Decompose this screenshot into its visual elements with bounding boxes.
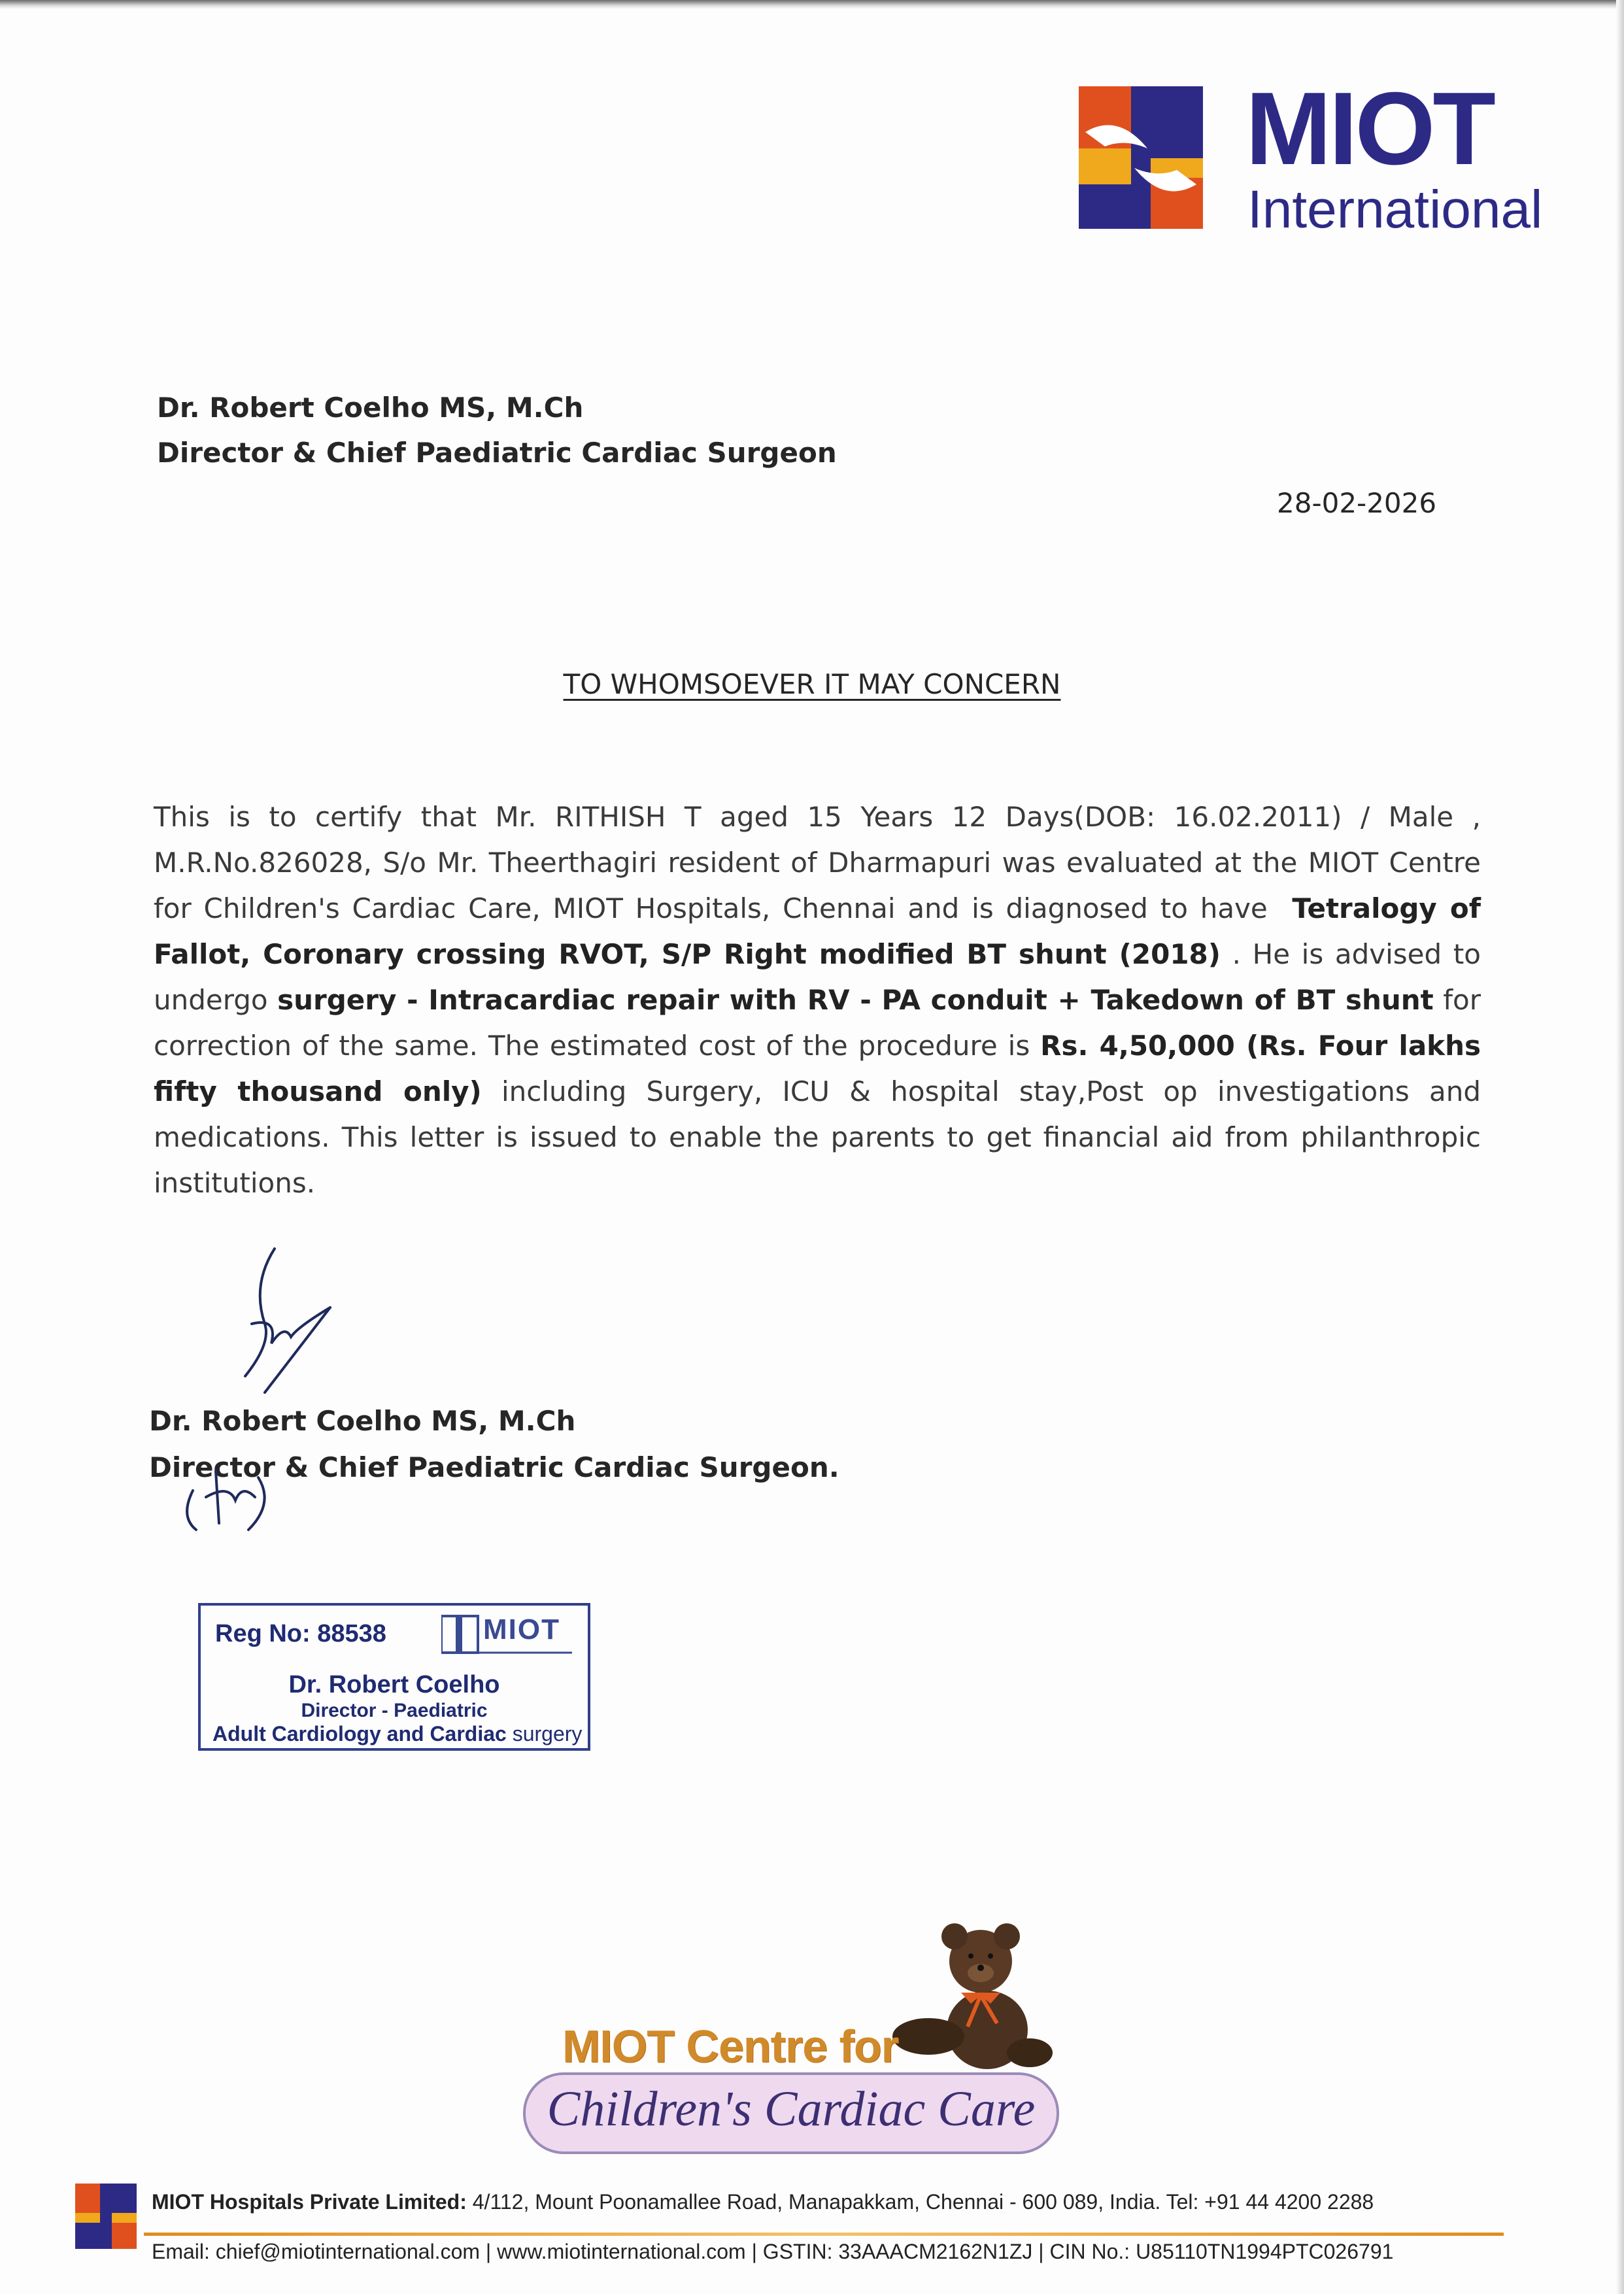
signature-image [226,1245,337,1396]
letter-date: 28-02-2026 [1277,487,1437,519]
miot-logo-mark [1079,86,1203,229]
cost: Rs. 4,50,000 (Rs. Four lakhs fifty thousand only) [154,1030,1481,1107]
signatory-title: Director & Chief Paediatric Cardiac Surgeon. [149,1451,839,1483]
registration-stamp [198,1603,590,1751]
stamp-dept-rest: surgery [506,1722,583,1746]
stamp-department [212,1722,600,1746]
footer-address-text: 4/112, Mount Poonamallee Road, Manapakkam, Chennai - 600 089, India. Tel: +91 44 4200 2288 [466,2190,1374,2214]
initials-image [177,1451,275,1549]
procedure: surgery - Intracardiac repair with RV - PA conduit + Takedown of BT shunt [277,984,1434,1016]
logo-brand: MIOT [1245,71,1493,186]
stamp-doctor: Dr. Robert Coelho [288,1671,500,1698]
body-closing: including Surgery, ICU & hospital stay,Post op investigations and medications. This letter is issued to enable the parents to get financial aid from philanthropic institutions. [154,1075,1481,1199]
header-title: Director & Chief Paediatric Cardiac Surgeon [157,437,837,469]
teddy-bear-image [889,1922,1053,2072]
scan-top-edge [0,0,1624,9]
diagnosis: Tetralogy of Fallot, Coronary crossing RVOT, S/P Right modified BT shunt (2018) [154,892,1481,970]
body-cost-intro: for correction of the same. The estimated cost of the procedure is [154,984,1481,1062]
scan-right-edge [1616,0,1624,2294]
footer-logo-mark [75,2184,137,2249]
logo-subbrand: International [1247,180,1543,239]
header-name: Dr. Robert Coelho MS, M.Ch [157,392,584,424]
stamp-reg-no: Reg No: 88538 [215,1620,386,1647]
stamp-designation: Director - Paediatric [301,1700,488,1721]
centre-logo-line1: MIOT Centre for [562,2021,898,2072]
signatory-name: Dr. Robert Coelho MS, M.Ch [149,1405,576,1437]
subject-text: TO WHOMSOEVER IT MAY CONCERN [563,668,1061,700]
footer-rule [144,2233,1504,2236]
body-intro: This is to certify that Mr. RITHISH T aged 15 Years 12 Days(DOB: 16.02.2011) / Male , M.R.No.826028, S/o Mr. Theerthagiri resident of Dharmapuri was evaluated at the MIOT Centre for Children's Cardiac Care, MIOT Hospitals, Chennai and is diagnosed to have [154,801,1481,924]
subject-line [0,668,1624,700]
footer-contact: Email: chief@miotinternational.com | www.miotinternational.com | GSTIN: 33AAACM2162N1ZJ | CIN No.: U85110TN1994PTC026791 [152,2240,1394,2263]
stamp-logo-text: MIOT [483,1613,560,1645]
footer-company: MIOT Hospitals Private Limited: [152,2190,467,2214]
body-paragraph [154,794,1481,1206]
centre-logo-line2: Children's Cardiac Care [547,2082,1036,2136]
footer-address [152,2190,1374,2214]
stamp-dept-bold: Adult Cardiology and Cardiac [212,1722,507,1746]
body-advice: . He is advised to undergo [154,938,1481,1016]
